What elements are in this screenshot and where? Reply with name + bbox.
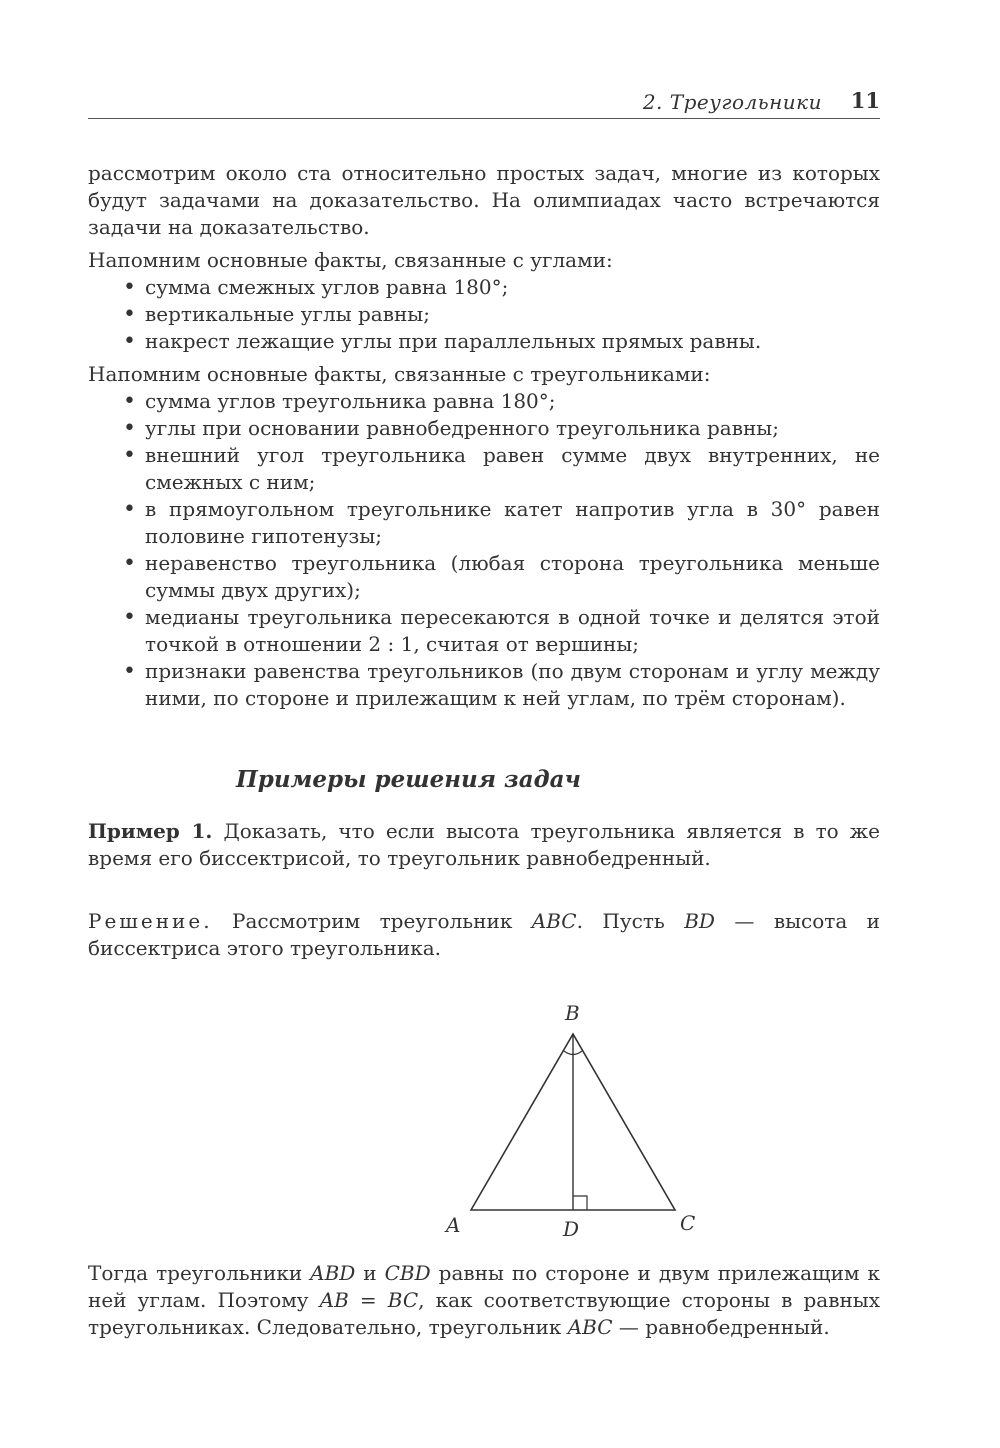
page-number: 11 xyxy=(850,88,880,113)
label-a: A xyxy=(446,1213,461,1237)
right-angle-mark xyxy=(573,1196,587,1210)
triangle-figure xyxy=(428,996,728,1246)
list-item: • медианы треугольника пересекаются в одной точке и делятся этой точкой в отношении 2 : 1, считая от вершины; xyxy=(88,604,880,658)
conclusion-text: Тогда треугольники xyxy=(88,1261,311,1285)
triangles-lead: Напомним основные факты, связанные с треугольниками: xyxy=(88,362,711,386)
label-d: D xyxy=(563,1217,580,1241)
label-c: C xyxy=(680,1211,696,1235)
chapter-title: 2. Треугольники xyxy=(642,90,822,114)
segment-name: BD xyxy=(684,909,715,933)
conclusion-text: и xyxy=(355,1261,385,1285)
list-item: • в прямоугольном треугольнике катет напротив угла в 30° равен половине гипотенузы; xyxy=(88,496,880,550)
example-label: Пример 1. xyxy=(88,819,213,843)
angles-list xyxy=(88,274,880,355)
list-item: • вертикальные углы равны; xyxy=(88,301,880,328)
equation: AB = BC xyxy=(319,1288,419,1312)
solution-text: Рассмотрим треугольник xyxy=(212,909,532,933)
running-head xyxy=(88,88,880,119)
list-item: • сумма смежных углов равна 180°; xyxy=(88,274,880,301)
triangles-list xyxy=(88,388,880,712)
label-b: B xyxy=(565,1001,580,1025)
list-item: • признаки равенства треугольников (по двум сторонам и углу между ними, по стороне и прилежащим к ней углам, по трём сторонам). xyxy=(88,658,880,712)
list-item: • накрест лежащие углы при параллельных прямых равны. xyxy=(88,328,880,355)
solution-text: — высота и биссектриса этого треугольника. xyxy=(88,909,881,960)
angles-lead: Напомним основные факты, связанные с углами: xyxy=(88,248,613,272)
solution-text: . Пусть xyxy=(576,909,685,933)
intro-paragraph: рассмотрим около ста относительно простых задач, многие из которых будут задачами на доказательство. На олимпиадах часто встречаются задачи на доказательство. xyxy=(88,161,880,239)
example-text: Доказать, что если высота треугольника является в то же время его биссектрисой, то треугольник равнобедренный. xyxy=(88,819,880,870)
conclusion-text: равны по стороне и двум прилежащим к ней углам. Поэтому xyxy=(88,1261,880,1312)
list-item: • внешний угол треугольника равен сумме двух внутренних, не смежных с ним; xyxy=(88,442,880,496)
example-1 xyxy=(88,818,880,872)
conclusion xyxy=(88,1260,880,1341)
solution-label: Решение. xyxy=(88,909,213,933)
triangle-name: ABC xyxy=(531,909,577,933)
conclusion-text: — равнобедренный. xyxy=(612,1315,830,1339)
list-item: • сумма углов треугольника равна 180°; xyxy=(88,388,880,415)
list-item: • углы при основании равнобедренного треугольника равны; xyxy=(88,415,880,442)
solution xyxy=(88,908,880,962)
triangle-name: CBD xyxy=(384,1261,431,1285)
conclusion-text: , как соответствующие стороны в равных треугольниках. Следовательно, треугольник xyxy=(88,1288,880,1339)
intro-section xyxy=(88,160,880,712)
section-title: Примеры решения задач xyxy=(236,766,581,793)
triangle-name: ABC xyxy=(567,1315,613,1339)
list-item: • неравенство треугольника (любая сторона треугольника меньше суммы двух других); xyxy=(88,550,880,604)
triangle-name: ABD xyxy=(310,1261,356,1285)
